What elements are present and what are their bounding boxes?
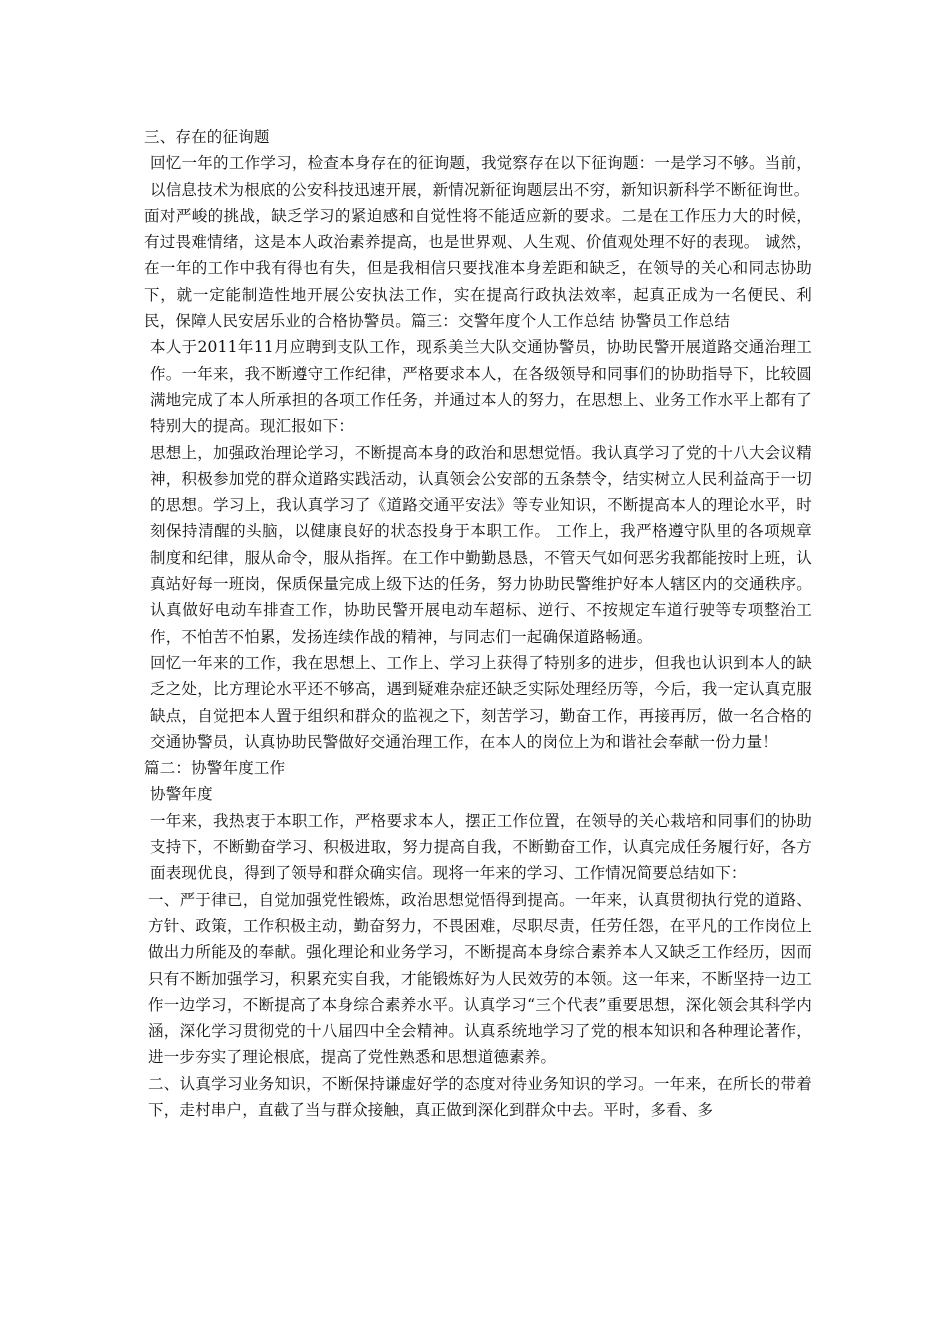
paragraph: 思想上，加强政治理论学习，不断提高本身的政治和思想觉悟。我认真学习了党的十八大会议精神，积极参加党的群众道路实践活动，认真领会公安部的五条禁令，结实树立人民利益高于一切的思想。学习上，我认真学习了《道路交通平安法》等专业知识，不断提高本人的理论水平，时刻保持清醒的头脑，以健康良好的状态投身于本职工作。 工作上，我严格遵守队里的各项规章制度和纪律，服从命令，服从指挥。在工作中勤勤恳恳，不管天气如何恶劣我都能按时上班，认真站好每一班岗，保质保量完成上级下达的任务，努力协助民警维护好本人辖区内的交通秩序。认真做好电动车排查工作，协助民警开展电动车超标、逆行、不按规定车道行驶等专项整治工作，不怕苦不怕累，发扬连续作战的精神，与同志们一起确保道路畅通。: [150, 443, 812, 646]
section-heading: 三、存在的征询题: [144, 128, 270, 146]
paragraph: 本人于2011年11月应聘到支队工作，现系美兰大队交通协警员，协助民警开展道路交通治理工作。一年来，我不断遵守工作纪律，严格要求本人，在各级领导和同事们的协助指导下，比较圆满地完成了本人所承担的各项工作任务，并通过本人的努力，在思想上、业务工作水平上都有了特别大的提高。现汇报如下：: [150, 338, 812, 436]
document-body: [144, 124, 812, 1123]
paragraph: 二、认真学习业务知识，不断保持谦虚好学的态度对待业务知识的学习。一年来，在所长的带着下，走村串户，直截了当与群众接触，真正做到深化到群众中去。平时，多看、多: [148, 1074, 812, 1119]
paragraph: 回忆一年的工作学习，检查本身存在的征询题，我觉察存在以下征询题：一是学习不够。当前，以信息技术为根底的公安科技迅速开展，新情况新征询题层出不穷，新知识新科学不断征询世。: [150, 154, 812, 199]
sub-heading: 协警年度: [150, 785, 213, 804]
section-heading: 篇二：协警年度工作: [144, 759, 286, 778]
paragraph: 面对严峻的挑战，缺乏学习的紧迫感和自觉性将不能适应新的要求。二是在工作压力大的时候，有过畏难情绪，这是本人政治素养提高，也是世界观、人生观、价值观处理不好的表现。 诚然，在一年的工作中我有得也有失，但是我相信只要找准本身差距和缺乏，在领导的关心和同志协助下，就一定能制造性地开展公安执法工作，实在提高行政执法效率，起真正成为一名便民、利民，保障人民安居乐业的合格协警员。篇三：交警年度个人工作总结 协警员工作总结: [144, 206, 812, 331]
paragraph: 一年来，我热衷于本职工作，严格要求本人，摆正工作位置，在领导的关心栽培和同事们的协助支持下，不断勤奋学习、积极进取，努力提高自我，不断勤奋工作，认真完成任务履行好，各方面表现优良，得到了领导和群众确实信。现将一年来的学习、工作情况简要总结如下：: [150, 811, 812, 883]
paragraph: 一、严于律已，自觉加强党性锻炼，政治思想觉悟得到提高。一年来，认真贯彻执行党的道路、方针、政策，工作积极主动，勤奋努力，不畏困难，尽职尽责，任劳任怨，在平凡的工作岗位上做出力所能及的奉献。强化理论和业务学习，不断提高本身综合素养本人又缺乏工作经历，因而只有不断加强学习，积累充实自我，才能锻炼好为人民效劳的本领。这一年来，不断坚持一边工作一边学习，不断提高了本身综合素养水平。认真学习“三个代表”重要思想，深化领会其科学内涵，深化学习贯彻党的十八届四中全会精神。认真系统地学习了党的根本知识和各种理论著作，进一步夯实了理论根底，提高了党性熟悉和思想道德素养。: [148, 890, 812, 1067]
paragraph: 回忆一年来的工作，我在思想上、工作上、学习上获得了特别多的进步，但我也认识到本人的缺乏之处，比方理论水平还不够高，遇到疑难杂症还缺乏实际处理经历等，今后，我一定认真克服缺点，自觉把本人置于组织和群众的监视之下，刻苦学习，勤奋工作，再接再厉，做一名合格的交通协警员，认真协助民警做好交通治理工作，在本人的岗位上为和谐社会奉献一份力量！: [150, 653, 812, 751]
